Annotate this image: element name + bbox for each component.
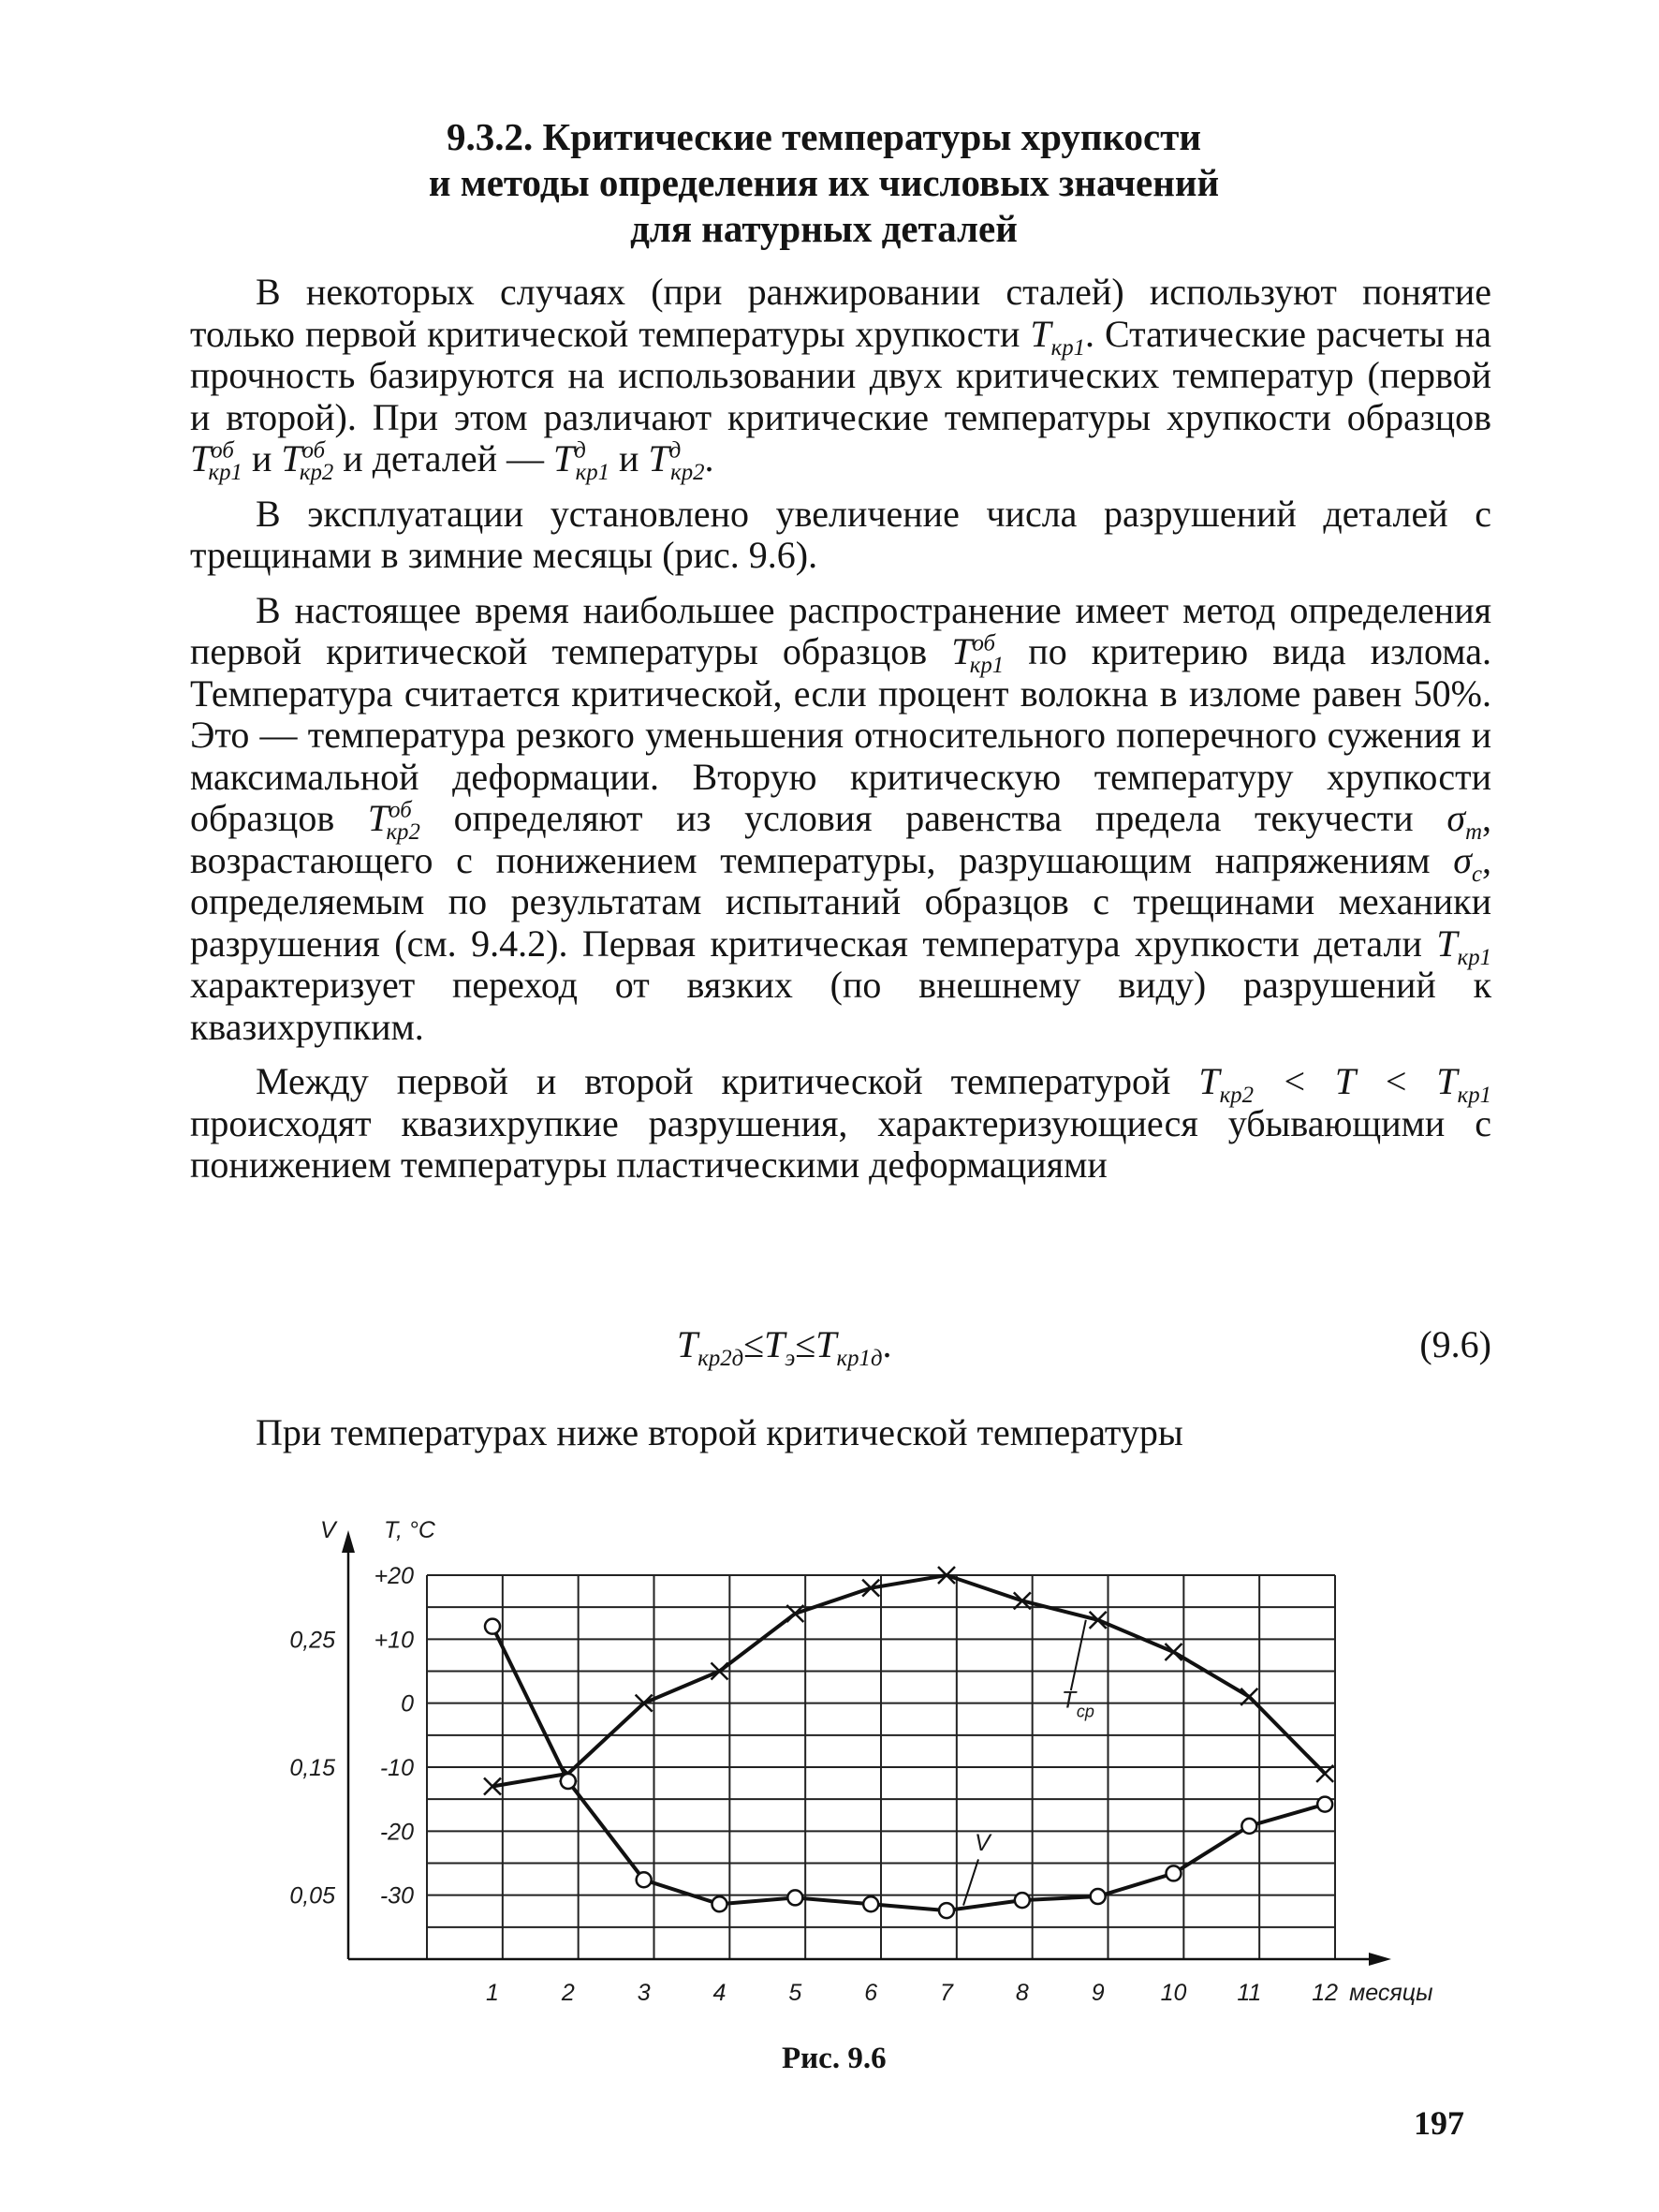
bottom-axis-arrow [1369, 1953, 1391, 1966]
point-v [485, 1619, 500, 1634]
y-tick-label-T: +10 [374, 1627, 414, 1654]
x-tick-label: 5 [788, 1980, 802, 2006]
equation-formula: $T_{кр2д}\le T_э\le T_{кр1д}$. [677, 1323, 892, 1371]
symbol-T-ob-kr2: $T^{об}_{кр2}$ [281, 437, 334, 485]
p1-text-e: и [609, 437, 649, 479]
body-text [190, 272, 1491, 1200]
p1-text-b: . Статические расчеты на прочность базируются на использовании двух критических температур (первой и второй). При этом различают критические температуры хрупкости образцов [190, 312, 1491, 438]
symbol-sigma-t: $\sigma_т$ [1446, 797, 1483, 845]
point-v [1091, 1889, 1106, 1904]
p3-text-a: В настоящее время наибольшее распространение имеет метод определения первой критической температуры образцов [190, 588, 1491, 672]
y-right-label: T, °C [384, 1517, 435, 1543]
x-axis-label: месяцы [1349, 1980, 1433, 2006]
symbol-T-d-kr2: $T^д_{кр2}$ [648, 437, 705, 485]
x-tick-label: 12 [1312, 1980, 1339, 2006]
y-tick-label-T: 0 [401, 1690, 414, 1718]
paragraph-4 [190, 1061, 1491, 1187]
p1-text-d: и деталей — [333, 437, 553, 479]
symbol-T-d-kr1: $T^д_{кр1}$ [553, 437, 610, 485]
x-tick-label: 7 [940, 1980, 953, 2006]
p1-text-f: . [704, 437, 714, 479]
symbol-T-ob-kr1-b: $T^{об}_{кр1}$ [951, 630, 1005, 678]
page-number: 197 [1414, 2104, 1464, 2142]
y-tick-label-V: 0,05 [289, 1882, 335, 1910]
y-tick-label-V: 0,25 [289, 1627, 335, 1654]
series-label-t-avg: T [1061, 1687, 1077, 1714]
x-tick-label: 6 [864, 1980, 878, 2006]
p3-text-f: характеризует переход от вязких (по внешнему виду) разрушений к квазихрупким. [190, 964, 1491, 1048]
y-tick-label-T: -20 [379, 1819, 414, 1846]
x-tick-label: 10 [1160, 1980, 1187, 2006]
x-tick-label: 8 [1015, 1980, 1029, 2006]
symbol-T-ob-kr2-b: $T^{об}_{кр2}$ [367, 797, 420, 845]
y-tick-label-T: +20 [374, 1563, 414, 1589]
symbol-sigma-c: $\sigma_c$ [1453, 838, 1482, 887]
heading-line-1: 9.3.2. Критические температуры хрупкости [446, 115, 1202, 158]
point-v [1317, 1797, 1332, 1812]
last-line-text: При температурах ниже второй критической температуры [256, 1411, 1183, 1453]
p3-text-e: , определяемым по результатам испытаний образцов с трещинами механики разрушения (см. 9.4.2). Первая критическая температура хрупкости детали [190, 838, 1491, 965]
symbol-T-ob-kr1: $T^{об}_{кр1}$ [190, 437, 242, 485]
point-t-avg [1166, 1644, 1182, 1660]
symbol-inequality: $T_{кр2} < T < T_{кр1}$ [1198, 1060, 1492, 1108]
figure-caption: Рис. 9.6 [782, 2042, 887, 2075]
x-tick-label: 1 [486, 1980, 499, 2006]
y-tick-label-V: 0,15 [289, 1755, 335, 1781]
chart-svg [262, 1498, 1433, 2023]
point-v [863, 1896, 878, 1911]
equation-9-6 [190, 1322, 1491, 1369]
p4-text-b: происходят квазихрупкие разрушения, характеризующиеся убывающими с понижением температуры пластическими деформациями [190, 1101, 1491, 1186]
x-tick-label: 3 [637, 1980, 651, 2006]
point-v [1167, 1865, 1182, 1880]
x-tick-label: 11 [1237, 1980, 1262, 2006]
left-axis-arrow [342, 1530, 355, 1553]
x-tick-label: 4 [712, 1980, 727, 2006]
symbol-T-kr1-b: $T_{кр1}$ [1436, 922, 1491, 970]
p3-text-b: по критерию вида излома. Температура считается критической, если процент волокна в изломе равен 50%. Это — температура резкого уменьшения относительного поперечного сужения и максимальной деформации. Вторую критическую температуру хрупкости образцов [190, 630, 1491, 839]
paragraph-1 [190, 271, 1491, 485]
point-v [1241, 1819, 1256, 1834]
point-v [1015, 1893, 1030, 1908]
equation-number: (9.6) [1419, 1323, 1491, 1365]
paragraph-3 [190, 590, 1491, 1049]
symbol-T-kr1: $T_{кр1}$ [1030, 312, 1086, 361]
x-tick-label: 9 [1091, 1980, 1105, 2006]
p1-text-a: В некоторых случаях (при ранжировании сталей) используют понятие только первой критической температуры хрупкости [190, 271, 1491, 355]
y-left-label: V [320, 1517, 336, 1543]
p4-text-a: Между первой и второй критической температурой [256, 1060, 1199, 1102]
leader-v [963, 1859, 978, 1905]
point-v [939, 1903, 954, 1918]
heading-line-3: для натурных деталей [630, 207, 1018, 250]
series-label-t-avg-sub: ср [1076, 1702, 1094, 1721]
paragraph-2: В эксплуатации установлено увеличение числа разрушений деталей с трещинами в зимние месяцы (рис. 9.6). [190, 492, 1491, 576]
series-label-v: V [975, 1829, 991, 1856]
p1-text-c: и [242, 437, 282, 479]
figure-9-6 [262, 1498, 1433, 2023]
point-v [787, 1890, 802, 1905]
y-tick-label-T: -10 [379, 1755, 414, 1781]
p3-text-c: определяют из условия равенства предела текучести [419, 797, 1447, 839]
x-tick-label: 2 [561, 1980, 575, 2006]
point-v [712, 1896, 727, 1911]
y-tick-label-T: -30 [379, 1882, 414, 1910]
section-heading [309, 114, 1339, 252]
point-v [561, 1774, 576, 1789]
p3-text-d: , возрастающего с понижением температуры, разрушающим напряжениям [190, 797, 1492, 881]
point-v [637, 1872, 652, 1887]
heading-line-2: и методы определения их числовых значений [428, 161, 1220, 204]
leader-t-avg [1071, 1620, 1086, 1690]
